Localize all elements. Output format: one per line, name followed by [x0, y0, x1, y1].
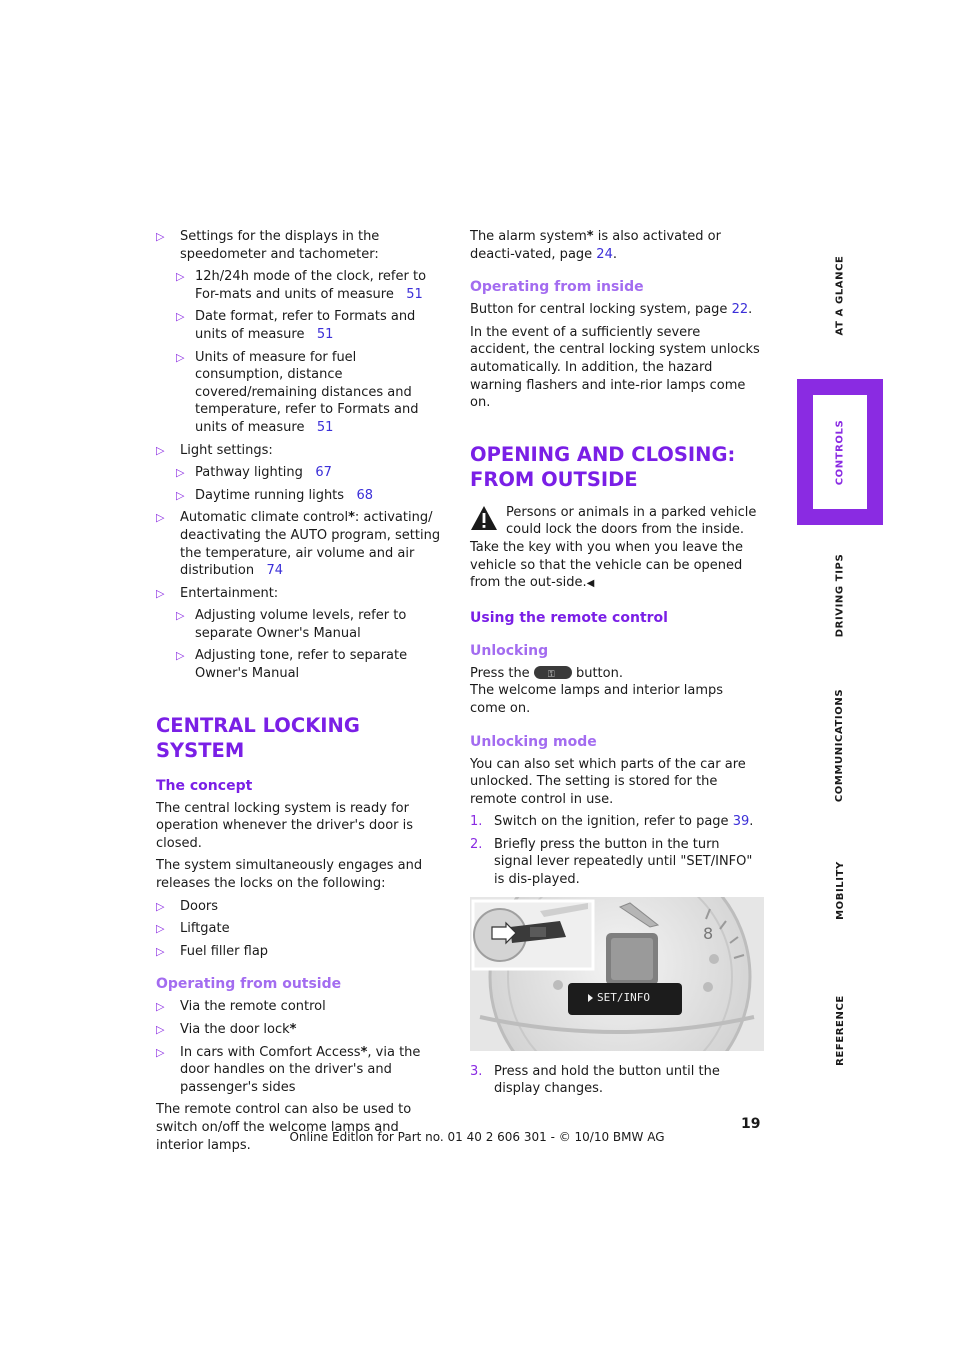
- list-item: ▷ Adjusting volume levels, refer to separate Owner's Manual: [176, 608, 407, 641]
- list-item: ▷ 12h/24h mode of the clock, refer to For-mats and units of measure 51: [176, 269, 427, 302]
- bullet-icon: ▷: [156, 1023, 165, 1036]
- subsection-heading: Unlocking mode: [470, 733, 597, 750]
- display-text: SET/INFO: [597, 990, 650, 1004]
- bullet-icon: ▷: [176, 310, 185, 324]
- page-link[interactable]: 22: [731, 302, 749, 318]
- paragraph: The central locking system is ready for operation whenever the driver's door is closed.: [156, 800, 414, 851]
- tab-at-a-glance[interactable]: AT A GLANCE: [834, 255, 846, 335]
- tab-mobility[interactable]: MOBILITY: [834, 860, 846, 920]
- bullet-icon: ▷: [156, 922, 165, 936]
- instrument-cluster-figure: [470, 897, 764, 1051]
- list-item: 1. Switch on the ignition, refer to page 39.: [470, 814, 754, 830]
- page-link[interactable]: 51: [316, 419, 334, 435]
- star-icon: *: [586, 229, 594, 244]
- speedometer-illustration: [470, 897, 764, 1051]
- list-item: ▷ Light settings:: [156, 442, 273, 458]
- page-link[interactable]: 67: [315, 465, 332, 481]
- page-number: 19: [741, 1116, 761, 1132]
- bullet-icon: ▷: [176, 649, 185, 663]
- page-footer: Online Edition for Part no. 01 40 2 606 301 - © 10/10 BMW AG: [289, 1130, 665, 1144]
- subsection-heading: Unlocking: [470, 642, 549, 659]
- bullet-icon: ▷: [156, 230, 165, 243]
- list-item: 3. Press and hold the button until the display changes.: [470, 1063, 720, 1097]
- tab-communications[interactable]: COMMUNICATIONS: [834, 688, 846, 802]
- subsection-heading: The concept: [156, 777, 253, 794]
- list-item: ▷ Via the remote control: [156, 999, 326, 1015]
- bullet-icon: ▷: [176, 350, 185, 364]
- list-item: ▷ In cars with Comfort Access*, via the door handles on the driver's and passenger's sides: [156, 1044, 421, 1095]
- page-link[interactable]: 68: [356, 487, 374, 503]
- list-item: ▷ Via the door lock*: [156, 1022, 297, 1037]
- list-item: ▷ Doors: [156, 898, 219, 914]
- paragraph: The welcome lamps and interior lamps come on.: [470, 683, 724, 716]
- bullet-icon: ▷: [176, 488, 185, 502]
- page-link[interactable]: 51: [406, 286, 423, 302]
- paragraph: The alarm system* is also activated or deacti-vated, page 24.: [470, 229, 721, 262]
- remote-unlock-button-icon: ⚿: [534, 666, 572, 679]
- paragraph: The remote control can also be used to switch on/off the welcome lamps and interior lamps.: [156, 1102, 412, 1153]
- bullet-icon: ▷: [176, 466, 185, 480]
- list-item: ▷ Automatic climate control*: activating/ deactivating the AUTO program, setting the temperature, air volume and air distribution 74: [156, 510, 441, 579]
- star-icon: *: [289, 1022, 297, 1037]
- warning-triangle-icon: [470, 504, 498, 532]
- paragraph: In the event of a sufficiently severe accident, the central locking system unlocks automatically. In addition, the hazard warning flashers and inte-rior lamps come on.: [470, 324, 760, 411]
- left-column: [156, 228, 448, 1159]
- section-heading: CENTRAL LOCKING SYSTEM: [156, 713, 360, 762]
- list-item: ▷ Adjusting tone, refer to separate Owner's Manual: [176, 648, 408, 682]
- paragraph: You can also set which parts of the car are unlocked. The setting is stored for the remote control in use.: [470, 756, 746, 807]
- paragraph: Press the ⚿ button.: [470, 665, 623, 681]
- bullet-icon: ▷: [156, 511, 165, 525]
- star-icon: *: [348, 510, 355, 526]
- bullet-icon: ▷: [156, 944, 165, 958]
- page-link[interactable]: 39: [732, 814, 750, 830]
- tab-driving-tips[interactable]: DRIVING TIPS: [834, 553, 846, 637]
- list-item: ▷ Daytime running lights 68: [176, 487, 374, 503]
- list-item: ▷ Pathway lighting 67: [176, 465, 332, 481]
- list-item: ▷ Entertainment:: [156, 585, 279, 601]
- end-mark-icon: ◀: [586, 578, 595, 590]
- chapter-tabs: [797, 230, 883, 1090]
- paragraph: Button for central locking system, page 22.: [470, 302, 753, 318]
- page-link[interactable]: 24: [596, 246, 613, 262]
- list-item: ▷ Date format, refer to Formats and units of measure 51: [176, 309, 416, 342]
- bullet-icon: ▷: [176, 609, 185, 623]
- subsection-heading: Using the remote control: [470, 609, 668, 626]
- section-heading: OPENING AND CLOSING: FROM OUTSIDE: [470, 442, 736, 491]
- list-item: ▷ Fuel filler flap: [156, 943, 269, 959]
- page-link[interactable]: 74: [266, 563, 284, 579]
- tab-reference[interactable]: REFERENCE: [834, 994, 846, 1066]
- bullet-icon: ▷: [156, 586, 165, 600]
- list-item: ▷ Liftgate: [156, 921, 230, 937]
- list-item: 2. Briefly press the button in the turn signal lever repeatedly until "SET/INFO" is dis-played.: [470, 836, 753, 888]
- bullet-icon: ▷: [156, 899, 165, 913]
- bullet-icon: ▷: [176, 270, 185, 284]
- svg-text:8: 8: [703, 923, 714, 943]
- list-item: ▷ Settings for the displays in the speedometer and tachometer:: [156, 229, 380, 262]
- star-icon: *: [360, 1044, 368, 1060]
- right-column: [470, 228, 762, 1103]
- bullet-icon: ▷: [156, 1000, 165, 1014]
- bullet-icon: ▷: [156, 443, 165, 457]
- paragraph: The system simultaneously engages and releases the locks on the following:: [156, 858, 423, 892]
- subsection-heading: Operating from inside: [470, 279, 644, 296]
- list-item: ▷ Units of measure for fuel consumption, distance covered/remaining distances and temperature, refer to Formats and units of measure 51: [176, 349, 419, 435]
- subsection-heading: Operating from outside: [156, 976, 342, 993]
- page-link[interactable]: 51: [316, 326, 334, 342]
- bullet-icon: ▷: [156, 1045, 165, 1059]
- warning-note: Persons or animals in a parked vehicle could lock the doors from the inside. Take the key with you when you leave the vehicle so that the vehicle can be opened from the out-side.◀: [470, 504, 757, 591]
- tab-controls[interactable]: CONTROLS: [797, 379, 883, 525]
